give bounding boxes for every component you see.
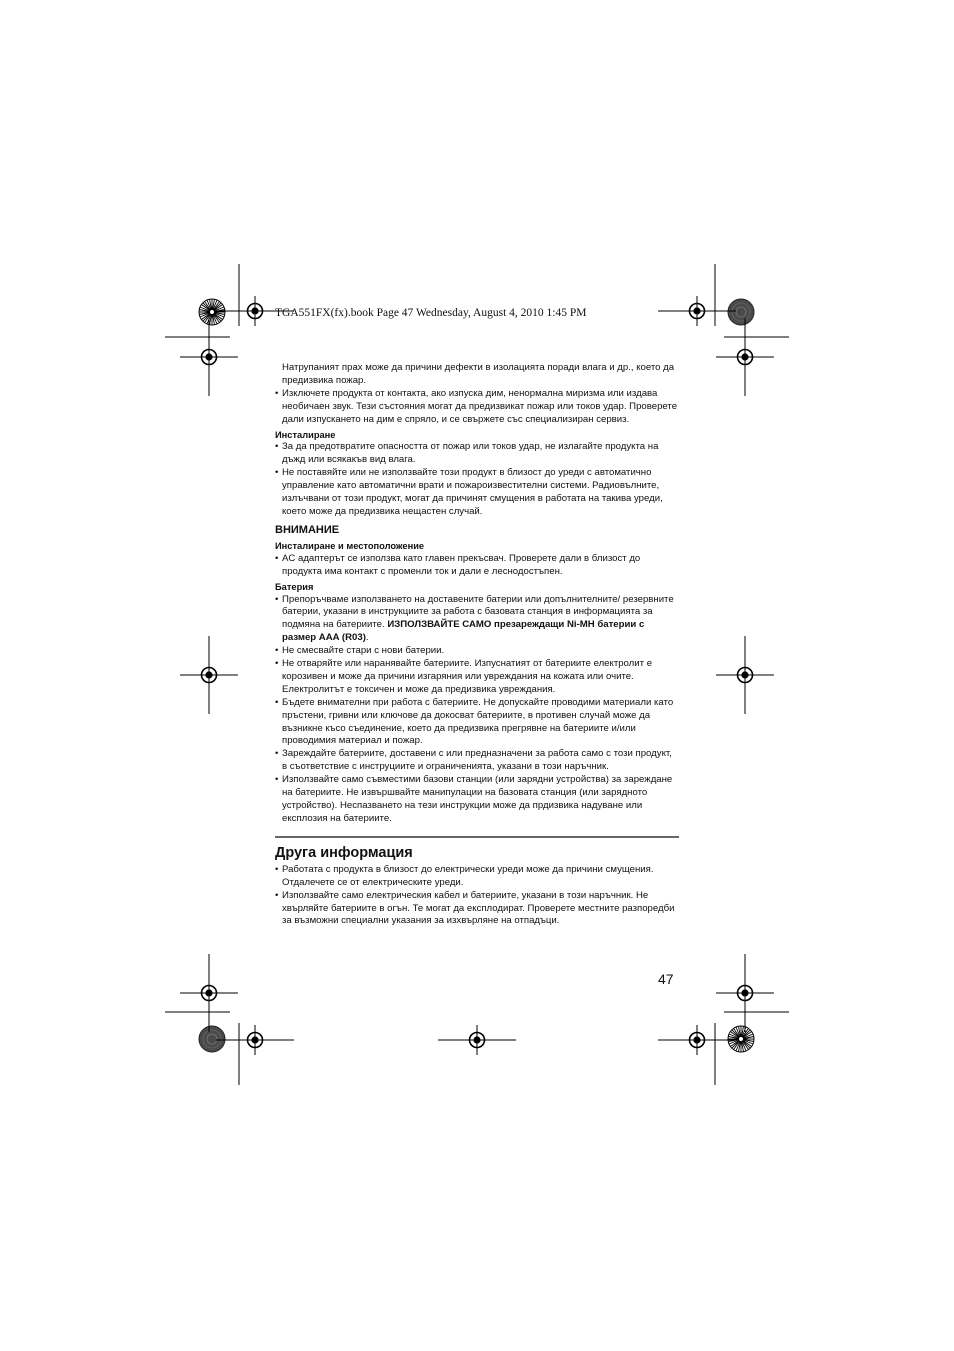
placement-bullet-list <box>275 553 679 579</box>
battery-warning-bold: ИЗПОЛЗВАЙТЕ САМО презареждащи Ni-MH батерии с размер AAA (R03) <box>282 619 645 644</box>
list-item: • Не смесвайте стари с нови батерии. <box>275 645 679 658</box>
list-item: • AC адаптерът се използва като главен прекъсвач. Проверете дали в близост до продукта има контакт с променли ток и дали е леснодостъпен. <box>275 553 679 579</box>
page-content <box>275 362 679 928</box>
install-bullet-list <box>275 441 679 518</box>
book-file-header: TGA551FX(fx).book Page 47 Wednesday, August 4, 2010 1:45 PM <box>275 307 587 319</box>
intro-paragraph: Натрупаният прах може да причини дефекти в изолацията поради влага и др., което да предизвика пожар. <box>282 362 675 386</box>
battery-bullet-list <box>275 594 679 826</box>
list-item: • Изключете продукта от контакта, ако изпуска дим, ненормална миризма или издава необичаен звук. Тези състояния могат да предизвикат пожар или токов удар. Проверете дали изпускането на дим е спряло, и се свържете със специализиран сервиз. <box>275 388 679 427</box>
placement-heading: Инсталиране и местоположение <box>275 540 425 551</box>
list-item: • Бъдете внимателни при работа с батериите. Не допускайте проводими материали като пръстени, гривни или ключове да докосват батериите, в противен случай може да възникне късо съединение, което да предизвика прегрявне на батериите и/или проводимия материал и пожар. <box>275 697 679 749</box>
page-number: 47 <box>658 971 674 987</box>
list-item: • Не поставяйте или не използвайте този продукт в близост до уреди с автоматично управление като автоматични врати и пожароизвестителни системи. Радиовълните, излъчвани от този продукт, могат да причинят смущения в работата на такива уреди, което може да предизвика нещастен случай. <box>275 467 679 519</box>
battery-recommend-end: . <box>365 632 369 644</box>
intro-bullet-list <box>275 388 679 427</box>
install-heading: Инсталиране <box>275 429 336 440</box>
list-item <box>275 594 679 646</box>
list-item: • Не отваряйте или наранявайте батериите. Изпуснатият от батериите електролит е корозивен и може да причини изгаряния или увреждания на кожата или очите. Електролитът е токсичен и може да предизвика увреждания. <box>275 658 679 697</box>
caution-heading: ВНИМАНИЕ <box>275 523 340 536</box>
other-info-bullet-list <box>275 864 679 929</box>
list-item: • Използвайте само съвместими базови станции (или зарядни устройства) за зареждане на батериите. Не извършвайте манипулации на базовата станция (или зарядното устройство). Неспазването на тези инструкции може да прдизвика надуване или експлозия на батериите. <box>275 774 679 826</box>
section-divider <box>275 836 679 838</box>
list-item: • Работата с продукта в близост до електрически уреди може да причини смущения. Отдалечете се от електрическите уреди. <box>275 864 679 890</box>
list-item: • Използвайте само електрическия кабел и батериите, указани в този наръчник. Не хвърляйте батериите в огън. Те могат да експлодират. Проверете местните разпоредби за възможни специални указания за изхвърляне на отпадъци. <box>275 890 679 929</box>
battery-recommend-text: Препоръчваме използването на доставените батерии или допълнителните/ резервните батерии, указани в инструкциите за работа с базовата станция в информацията за подмяна на батериите. <box>282 593 674 631</box>
section-title-other-info: Друга информация <box>275 844 413 861</box>
battery-heading: Батерия <box>275 581 314 592</box>
list-item: • Зареждайте батериите, доставени с или предназначени за работа само с този продукт, в съответствие с инструциите и ограниченията, указани в този наръчник. <box>275 748 679 774</box>
list-item: • За да предотвратите опасността от пожар или токов удар, не излагайте продукта на дъжд или всякакъв вид влага. <box>275 441 679 467</box>
